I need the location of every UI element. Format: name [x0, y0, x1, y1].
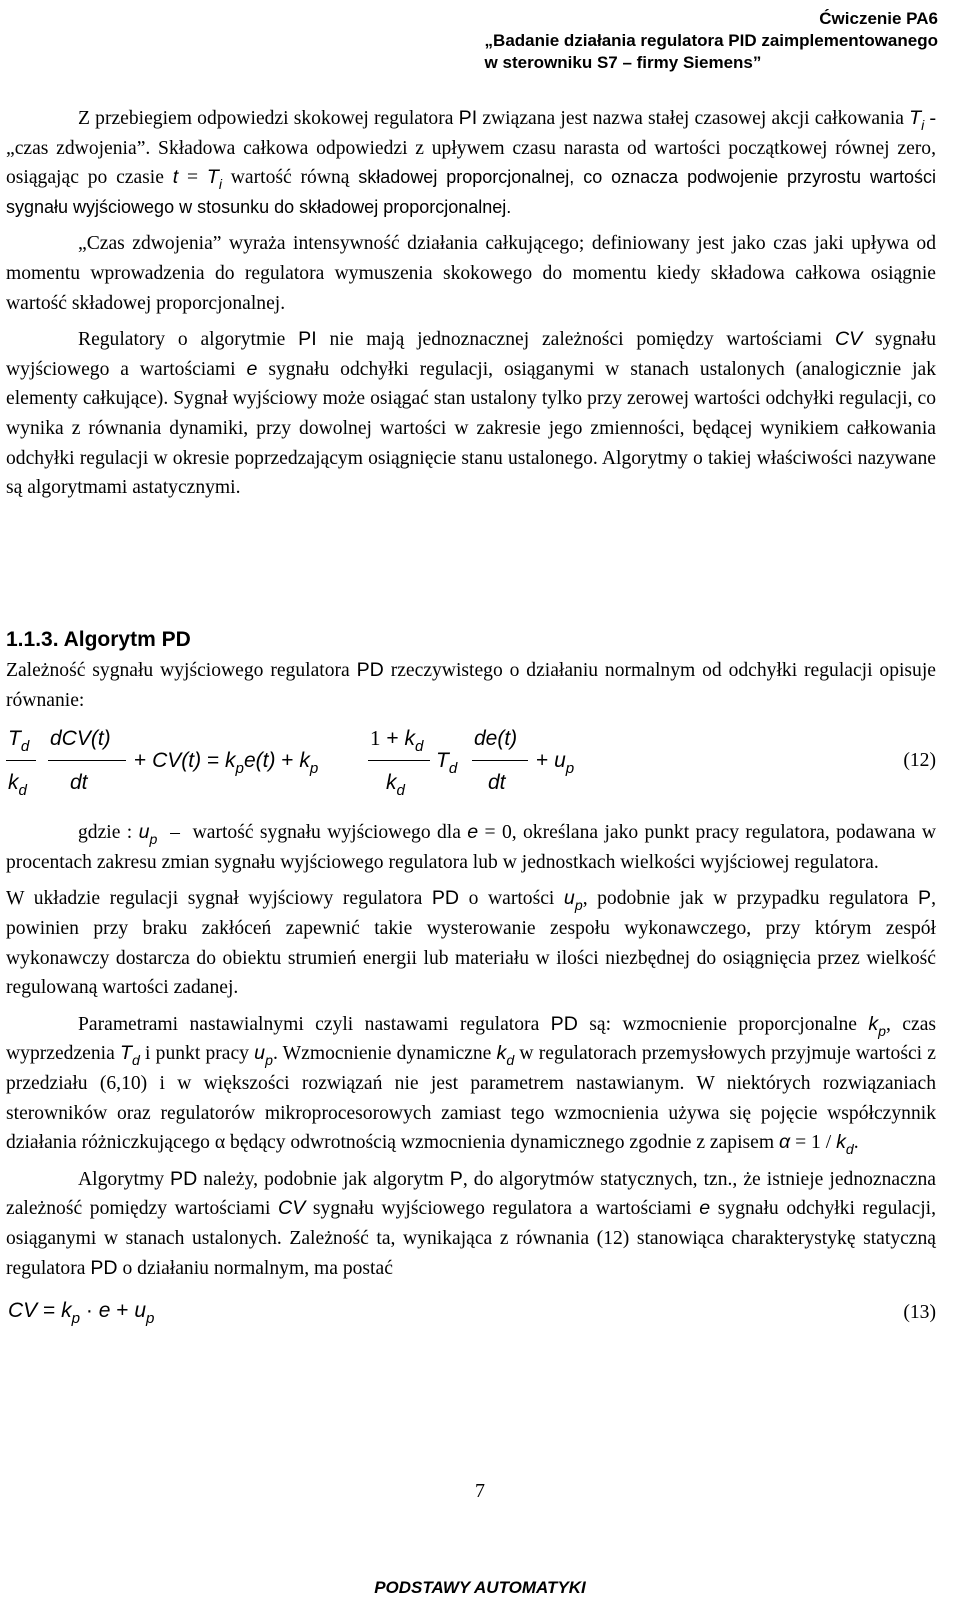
paragraph-where-up: gdzie : $u_p$ – wartość sygnału wyjściowego dla e = 0, określana jako punkt pracy regulatora, podawana w procentach zakresu zmian sygnału wyjściowego regulatora lub w jednostkach wielkości wyjściowej regulatora. [6, 821, 937, 873]
text-block-pd [6, 656, 936, 1330]
paragraph-pd-intro: Zależność sygnału wyjściowego regulatora PD rzeczywistego o działaniu normalnym od odchyłki regulacji opisuje równanie: [6, 659, 936, 711]
paragraph-astatic: Regulatory o algorytmie PI nie mają jednoznacznej zależności pomiędzy wartościami CV sygnału wyjściowego a wartościami e sygnału odchyłki regulacji, osiąganymi w stanach ustalonych (analogicznie jak elementy całkujące). Sygnał wyjściowy może osiągać stan ustalony tylko przy zerowej wartości odchyłki regulacji, co wynika z równania dynamiki, przy dowolnej wartości w zakresie jego zmienności, będącej wynikiem całkowania odchyłki regulacji w okresie poprzedzającym osiągnięcie stanu ustalonego. Algorytmy o takiej właściwości nazywane są algorytmami astatycznymi. [6, 328, 937, 499]
paragraph-static: Algorytmy PD należy, podobnie jak algorytm P, do algorytmów statycznych, tzn., że istnieje jednoznaczna zależność pomiędzy wartościami CV sygnału wyjściowego regulatora a wartościami e sygnału odchyłki regulacji, osiąganymi w stanach ustalonych. Zależność ta, wynikająca z równania (12) stanowiąca charakterystykę statyczną regulatora PD o działaniu normalnym, ma postać [6, 1167, 936, 1279]
equation-13: CV = $k_p \cdot e + u_p$ (13) [8, 1299, 936, 1328]
footer-title: PODSTAWY AUTOMATYKI [374, 1578, 586, 1597]
equation-12-number: (12) [903, 750, 936, 772]
exercise-title: Ćwiczenie PA6 [819, 9, 938, 28]
exercise-subtitle-2: w sterowniku S7 – firmy Siemens” [484, 53, 762, 72]
document-header [485, 8, 938, 74]
text-block-pi [6, 104, 936, 510]
exercise-subtitle-1: „Badanie działania regulatora PID zaimplementowanego [484, 31, 938, 50]
equation-12: $T_d$ $k_d$ dCV(t) dt + $CV(t) = k_pe(t) + k_p$ $1 + k_d$ $k_d$ $T_d$ de(t) dt + $u_p$ (12) [8, 726, 936, 800]
paragraph-doubling-definition: „Czas zdwojenia” wyraża intensywność działania całkującego; definiowany jest jako czas jaki upływa od momentu wprowadzenia do regulatora wymuszenia skokowego do momentu kiedy składowa całkowa osiągnie wartość składowej proporcjonalnej. [6, 233, 936, 314]
paragraph-operating-point: W układzie regulacji sygnał wyjściowy regulatora PD o wartości $u_p$, podobnie jak w przypadku regulatora P, powinien przy braku zakłóceń zapewnić takie wysterowanie zespołu wykonawczego, przy którym zespół wykonawczy dostarcza do obiektu strumień energii lub materiału w ilości niezbędnej do osiągnięcia przez wielkość regulowaną wartości zadanej. [6, 887, 937, 999]
paragraph-parameters: Parametrami nastawialnymi czyli nastawami regulatora PD są: wzmocnienie proporcjonalne $k_p$, czas wyprzedzenia $T_d$ i punkt pracy $u_p$. Wzmocnienie dynamiczne $k_d$ w regulatorach przemysłowych przyjmuje wartości z przedziału (6,10) i w większości rozwiązań nie jest parametrem nastawianym. W niektórych rozwiązaniach sterowników oraz regulatorów mikroprocesorowych zamiast tego wzmocnienia używa się pojęcie współczynnik działania różniczkującego α będący odwrotnością wzmocnienia dynamicznego zgodnie z zapisem $\alpha = 1 / k_d$. [6, 1012, 937, 1158]
section-title: 1.1.3. Algorytm PD [6, 628, 191, 651]
equation-13-number: (13) [903, 1302, 936, 1324]
page-number: 7 [475, 1480, 485, 1502]
paragraph-doubling-time: Z przebiegiem odpowiedzi skokowej regulatora PI związana jest nazwa stałej czasowej akcji całkowania $T_i$ - „czas zdwojenia”. Składowa całkowa odpowiedzi z upływem czasu narasta od wartości początkowej równej zero, osiągając po czasie $t = T_i$ wartość równą składowej proporcjonalnej, co oznacza podwojenie przyrostu wartości sygnału wyjściowego w stosunku do składowej proporcjonalnej. [6, 107, 936, 217]
